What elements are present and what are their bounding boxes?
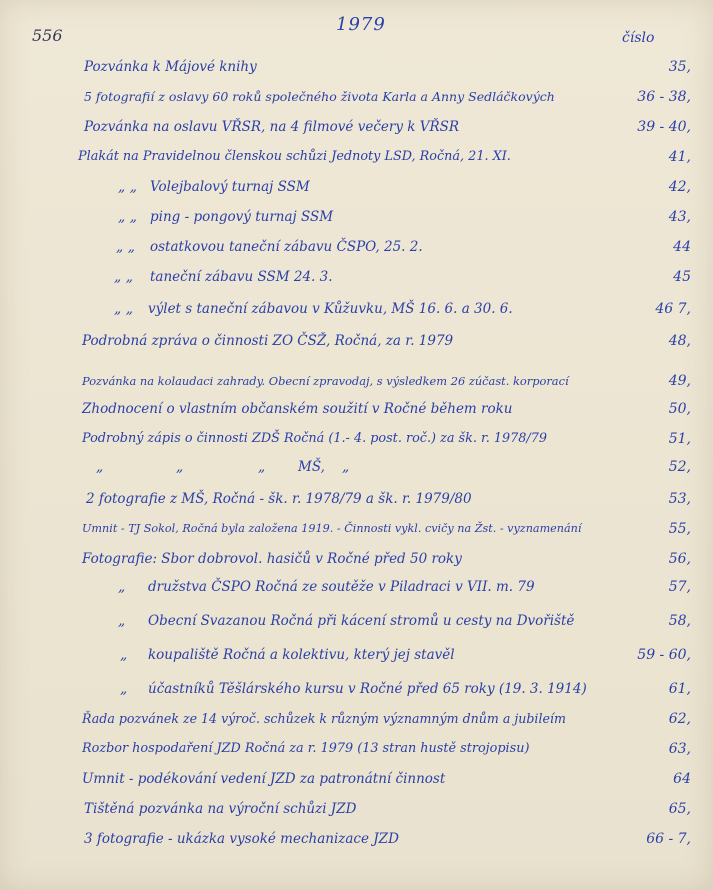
entry-row <box>0 706 713 732</box>
entry-number: 51, <box>668 431 691 447</box>
entry-number: 50, <box>668 401 691 417</box>
entry-text: družstva ČSPO Ročná ze soutěže v Piladraci v VII. m. 79 <box>148 579 535 595</box>
ditto-mark: „ <box>96 459 104 475</box>
entry-number: 66 - 7, <box>646 831 691 847</box>
entry-number: 42, <box>668 179 691 195</box>
entry-text: výlet s taneční zábavou v Kůžuvku, MŠ 16. 6. a 30. 6. <box>148 301 513 317</box>
entry-row <box>0 114 713 140</box>
ditto-mark: „ <box>120 647 128 663</box>
ditto-mark: „ „ <box>116 239 135 255</box>
entry-row <box>0 264 713 290</box>
entry-row <box>0 642 713 668</box>
entry-text: Zhodnocení o vlastním občanském soužití v Ročné během roku <box>82 401 513 417</box>
entry-number: 49, <box>668 373 691 389</box>
ditto-mark: „ „ <box>114 269 133 285</box>
entry-number: 41, <box>668 149 691 165</box>
entry-row <box>0 174 713 200</box>
entry-row <box>0 368 713 394</box>
entry-text: Pozvánka na oslavu VŘSR, na 4 filmové večery k VŘSR <box>84 119 460 135</box>
entry-row <box>0 234 713 260</box>
entry-text: Pozvánka k Májové knihy <box>84 59 257 75</box>
entry-number: 59 - 60, <box>637 647 691 663</box>
entry-row <box>0 296 713 322</box>
entry-number: 58, <box>668 613 691 629</box>
entry-text: taneční zábavu SSM 24. 3. <box>150 269 333 285</box>
entry-text: Rozbor hospodaření JZD Ročná za r. 1979 (13 stran hustě strojopisu) <box>82 741 530 756</box>
entry-row <box>0 204 713 230</box>
entry-row <box>0 516 713 542</box>
entry-text: Umnit - TJ Sokol, Ročná byla založena 1919. - Činnosti vykl. cvičy na Žst. - vyznamenání <box>82 522 582 535</box>
entry-text: účastníků Těšlárského kursu v Ročné před 65 roky (19. 3. 1914) <box>148 681 587 697</box>
entry-row <box>0 54 713 80</box>
entry-text: 5 fotografií z oslavy 60 roků společného života Karla a Anny Sedláčkových <box>84 89 555 104</box>
ditto-mark: „ „ <box>118 209 137 225</box>
entry-number: 53, <box>668 491 691 507</box>
entry-row <box>0 736 713 762</box>
entry-text: Pozvánka na kolaudaci zahrady. Obecní zpravodaj, s výsledkem 26 zúčast. korporací <box>82 374 569 388</box>
entry-text: Umnit - podékování vedení JZD za patronátní činnost <box>82 771 446 787</box>
entry-text: Řada pozvánek ze 14 výroč. schůzek k různým významným dnům a jubileím <box>82 711 566 726</box>
entry-row <box>0 546 713 572</box>
entry-number: 35, <box>668 59 691 75</box>
entry-number: 43, <box>668 209 691 225</box>
entry-number: 52, <box>668 459 691 475</box>
entry-text: Plakát na Pravidelnou členskou schůzi Jednoty LSD, Ročná, 21. XI. <box>78 149 511 164</box>
ditto-mark: „ „ <box>114 301 133 317</box>
entry-text: Volejbalový turnaj SSM <box>150 179 310 195</box>
entry-number: 61, <box>668 681 691 697</box>
ditto-mark: „ <box>118 579 126 595</box>
entry-row <box>0 84 713 110</box>
entry-number: 64 <box>673 771 691 787</box>
entry-row <box>0 486 713 512</box>
ditto-mark: „ <box>118 613 126 629</box>
ditto-mark: „ „ <box>118 179 137 195</box>
entry-number: 36 - 38, <box>637 89 691 105</box>
entry-text: Obecní Svazanou Ročná při kácení stromů u cesty na Dvořiště <box>148 613 575 629</box>
entry-text: ping - pongový turnaj SSM <box>150 209 334 225</box>
entry-row <box>0 796 713 822</box>
entry-row <box>0 608 713 634</box>
entry-row <box>0 328 713 354</box>
entry-number: 57, <box>668 579 691 595</box>
entry-number: 55, <box>668 521 691 537</box>
entry-number: 39 - 40, <box>637 119 691 135</box>
entry-number: 62, <box>668 711 691 727</box>
entry-row <box>0 826 713 852</box>
entry-text: Podrobný zápis o činnosti ZDŠ Ročná (1.- 4. post. roč.) za šk. r. 1978/79 <box>82 431 547 446</box>
entry-text: 2 fotografie z MŠ, Ročná - šk. r. 1978/79 a šk. r. 1979/80 <box>86 491 472 507</box>
entry-row <box>0 396 713 422</box>
entry-text: ostatkovou taneční zábavu ČSPO, 25. 2. <box>150 239 423 255</box>
page-number: 556 <box>32 26 63 45</box>
entry-row <box>0 766 713 792</box>
ditto-mark: „ <box>176 459 184 475</box>
entry-number: 56, <box>668 551 691 567</box>
entry-row <box>0 454 713 480</box>
entry-text: koupaliště Ročná a kolektivu, který jej stavěl <box>148 647 455 663</box>
entry-row <box>0 144 713 170</box>
entry-number: 44 <box>673 239 691 255</box>
ditto-mark: „ <box>120 681 128 697</box>
entry-row <box>0 574 713 600</box>
ditto-mark: „ <box>342 459 350 475</box>
entry-number: 46 7, <box>655 301 691 317</box>
entry-number: 63, <box>668 741 691 757</box>
entry-text: 3 fotografie - ukázka vysoké mechanizace JZD <box>84 831 399 847</box>
entry-row <box>0 426 713 452</box>
column-heading: číslo <box>622 30 655 46</box>
entry-row <box>0 676 713 702</box>
ditto-mark: „ <box>258 459 266 475</box>
year-heading: 1979 <box>336 14 386 35</box>
entry-number: 65, <box>668 801 691 817</box>
entry-number: 45 <box>673 269 691 285</box>
entry-text: MŠ, <box>298 459 325 475</box>
entry-number: 48, <box>668 333 691 349</box>
entry-text: Podrobná zpráva o činnosti ZO ČSŽ, Ročná, za r. 1979 <box>82 333 454 349</box>
entry-text: Tištěná pozvánka na výroční schůzi JZD <box>84 801 357 817</box>
entry-text: Fotografie: Sbor dobrovol. hasičů v Ročné před 50 roky <box>82 551 462 567</box>
